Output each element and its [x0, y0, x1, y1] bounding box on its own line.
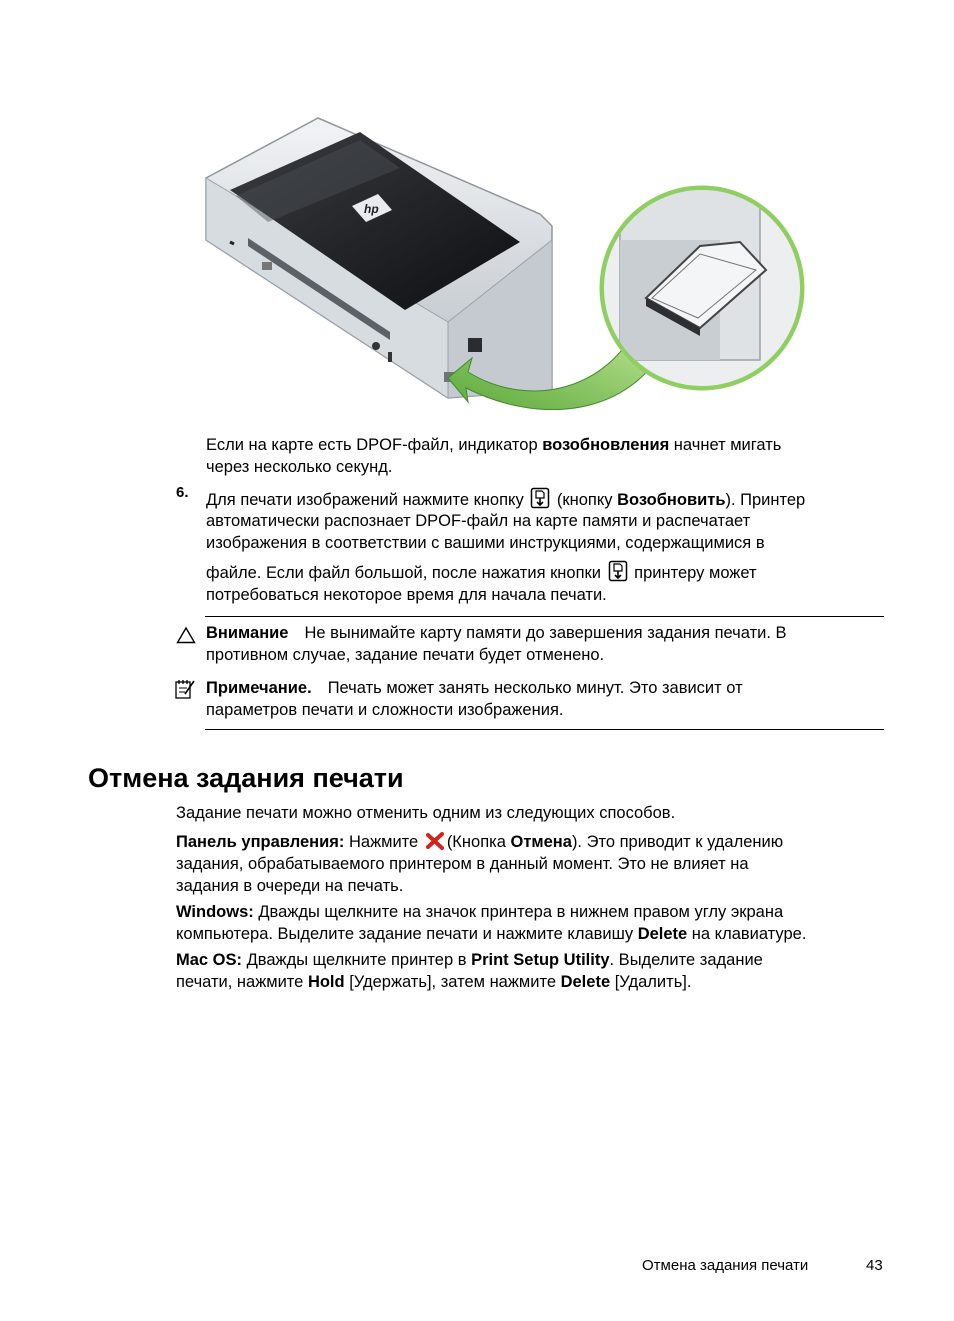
page-number: 43 — [866, 1257, 883, 1274]
divider-top — [205, 616, 884, 617]
step-6-text: Для печати изображений нажмите кнопку (кнопку Возобновить). Принтер автоматически распознает DPOF-файл на карте памяти и распечатает изображения в соответствии с вашими инструкциями, содержащимися в файле. Если файл большой, после нажатия кнопки принтеру может потребоваться некоторое время для начала печати. — [206, 487, 896, 606]
printer-illustration — [200, 110, 810, 410]
section-intro: Задание печати можно отменить одним из следующих способов. — [176, 804, 676, 822]
resume-button-icon — [530, 487, 550, 509]
windows-paragraph: Windows: Дважды щелкните на значок принтера в нижнем правом углу экрана компьютера. Выделите задание печати и нажмите клавишу Delete на клавиатуре. — [176, 903, 807, 943]
step-number: 6. — [176, 484, 189, 501]
note-label: Примечание. — [206, 679, 312, 697]
dpof-line-1: Если на карте есть DPOF-файл, индикатор возобновления начнет мигать — [206, 436, 782, 454]
svg-text:hp: hp — [364, 202, 379, 216]
note-pad-icon — [174, 678, 196, 700]
dpof-paragraph — [206, 434, 886, 478]
footer-title: Отмена задания печати — [642, 1257, 809, 1274]
printer-figure — [200, 110, 810, 410]
caution-triangle-icon — [176, 626, 196, 644]
cancel-x-icon — [425, 831, 445, 851]
dpof-line-2: через несколько секунд. — [206, 458, 393, 476]
resume-button-icon — [608, 560, 628, 582]
section-body — [176, 802, 876, 993]
mac-paragraph: Mac OS: Дважды щелкните принтер в Print Setup Utility. Выделите задание печати, нажмите Hold [Удержать], затем нажмите Delete [Удалить]. — [176, 951, 763, 991]
caution-block: Внимание Не вынимайте карту памяти до завершения задания печати. В противном случае, задание печати будет отменено. — [206, 624, 787, 664]
panel-paragraph: Панель управления: Нажмите (Кнопка Отмена). Это приводит к удалению задания, обрабатываемого принтером в данный момент. Это не влияет на задания в очереди на печать. — [176, 833, 784, 895]
section-title: Отмена задания печати — [88, 763, 404, 793]
caution-label: Внимание — [206, 624, 289, 642]
divider-bottom — [205, 729, 884, 730]
note-block: Примечание. Печать может занять несколько минут. Это зависит от параметров печати и сложности изображения. — [206, 679, 743, 719]
